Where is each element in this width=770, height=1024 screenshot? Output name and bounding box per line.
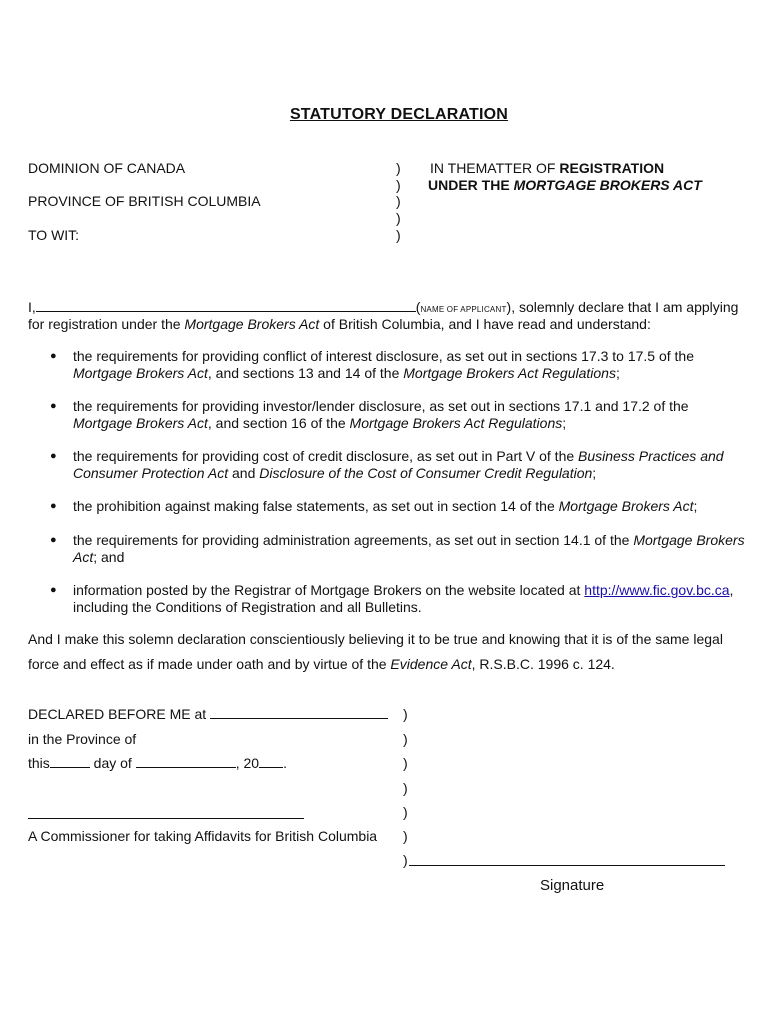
month-field[interactable] (136, 755, 236, 768)
jurat-bracket: ) (403, 780, 408, 796)
bullet-regulation: Mortgage Brokers Act Regulations (403, 364, 616, 381)
bullet-item-cost-of-credit (73, 448, 724, 481)
day-of-label: day of (89, 755, 136, 771)
year-field[interactable] (259, 755, 283, 768)
bullet-item-website (73, 582, 733, 615)
caption-matter-line2 (428, 177, 702, 193)
this-label: this (28, 755, 50, 771)
bullet-line: the prohibition against making false statements, as set out in section 14 of the (73, 498, 559, 514)
bullet-text: and (228, 464, 260, 481)
bullet-item-investor (73, 398, 689, 431)
jurat-bracket: ) (403, 706, 408, 722)
closing-text: force and effect as if made under oath and by virtue of the (28, 656, 391, 672)
bullet-item-false-statements (73, 498, 697, 515)
declared-location-field[interactable] (210, 706, 388, 719)
caption-under-the: UNDER THE (428, 177, 514, 193)
bullet-dot: ● (50, 584, 57, 596)
bullet-dot: ● (50, 450, 57, 462)
caption-act-name: MORTGAGE BROKERS ACT (513, 177, 702, 193)
bullet-item-administration (73, 532, 745, 565)
caption-bracket: ) (396, 227, 401, 243)
jurat-bracket: ) (403, 731, 408, 747)
intro-line2 (28, 316, 651, 332)
bullet-dot: ● (50, 500, 57, 512)
bullet-line: the requirements for providing cost of credit disclosure, as set out in Part V of the (73, 448, 579, 464)
bullet-text: ; (562, 414, 567, 431)
caption-dominion: DOMINION OF CANADA (28, 160, 186, 176)
bullet-regulation: Mortgage Brokers Act Regulations (349, 414, 563, 431)
bullet-item-conflict (73, 348, 694, 381)
bullet-line: the requirements for providing administration agreements, as set out in section 14.1 of the (73, 532, 634, 548)
commissioner-label: A Commissioner for taking Affidavits for British Columbia (28, 828, 378, 844)
bullet-act: Mortgage Brokers Act (73, 414, 208, 431)
bullet-text: ; (615, 364, 620, 381)
bullet-dot: ● (50, 350, 57, 362)
jurat-bracket: ) (403, 852, 408, 868)
name-of-applicant-label: NAME OF APPLICANT (420, 305, 507, 314)
bullet-act: Mortgage Brokers Act (558, 498, 694, 514)
caption-to-wit: TO WIT: (28, 227, 80, 243)
jurat-bracket: ) (403, 755, 408, 771)
period: . (283, 755, 287, 771)
name-label-close: ) (506, 299, 512, 315)
bullet-text: ; and (93, 548, 125, 565)
closing-line1: And I make this solemn declaration conscientiously believing it to be true and knowing that it is of the same legal (28, 631, 723, 647)
bullet-act: Mortgage Brokers (633, 532, 745, 548)
jurat-bracket: ) (403, 828, 408, 844)
bullet-regulation: Disclosure of the Cost of Consumer Credit Regulation (259, 464, 593, 481)
closing-text: , R.S.B.C. 1996 c. 124. (471, 656, 615, 672)
jurat-bracket: ) (403, 804, 408, 820)
caption-bracket: ) (396, 160, 401, 176)
caption-bracket: ) (396, 210, 401, 226)
bullet-line: information posted by the Registrar of Mortgage Brokers on the website located at (73, 582, 585, 598)
caption-province: PROVINCE OF BRITISH COLUMBIA (28, 193, 261, 209)
bullet-act: Consumer Protection Act (73, 464, 229, 481)
bullet-text: , (729, 582, 734, 598)
bullet-text: ; (592, 464, 597, 481)
bullet-dot: ● (50, 534, 57, 546)
caption-matter-prefix: IN THEMATTER OF (430, 160, 560, 176)
caption-matter-line1 (430, 160, 664, 176)
intro-after-name: , solemnly declare that I am applying (511, 299, 739, 315)
caption-bracket: ) (396, 193, 401, 209)
intro-text: of British Columbia, and I have read and understand: (319, 316, 651, 332)
document-title: STATUTORY DECLARATION (289, 106, 509, 123)
date-line (28, 755, 287, 771)
intro-start: I, (28, 299, 36, 315)
registrar-website-link[interactable]: http://www.fic.gov.bc.ca (584, 582, 730, 598)
bullet-act: Mortgage Brokers Act (73, 364, 208, 381)
bullet-text: , and sections 13 and 14 of the (207, 364, 404, 381)
declared-label: DECLARED BEFORE ME at (28, 706, 211, 722)
bullet-act: Business Practices and (578, 448, 724, 464)
bullet-line: the requirements for providing conflict of interest disclosure, as set out in sections 17.3 to 17.5 of the (73, 348, 695, 364)
day-field[interactable] (50, 755, 90, 768)
intro-text: for registration under the (28, 316, 185, 332)
closing-line2 (28, 656, 615, 672)
applicant-name-field[interactable] (36, 299, 416, 312)
bullet-text: , and section 16 of the (207, 414, 350, 431)
bullet-line: the requirements for providing investor/lender disclosure, as set out in sections 17.1 and 17.2 of the (73, 398, 689, 414)
caption-registration: REGISTRATION (559, 160, 665, 176)
caption-bracket: ) (396, 177, 401, 193)
intro-act-name: Mortgage Brokers Act (184, 316, 320, 332)
bullet-act: Act (73, 548, 94, 565)
declared-before-line (28, 706, 388, 722)
applicant-signature-line[interactable] (409, 853, 725, 866)
closing-act-name: Evidence Act (390, 656, 472, 672)
bullet-dot: ● (50, 400, 57, 412)
province-label: in the Province of (28, 731, 137, 747)
intro-line1 (28, 299, 738, 315)
bullet-line: including the Conditions of Registration and all Bulletins. (73, 598, 422, 615)
name-label-open: ( (415, 299, 421, 315)
commissioner-signature-line[interactable] (28, 806, 304, 819)
signature-label: Signature (540, 877, 605, 894)
year-prefix-label: , 20 (235, 755, 260, 771)
bullet-text: ; (693, 498, 698, 514)
